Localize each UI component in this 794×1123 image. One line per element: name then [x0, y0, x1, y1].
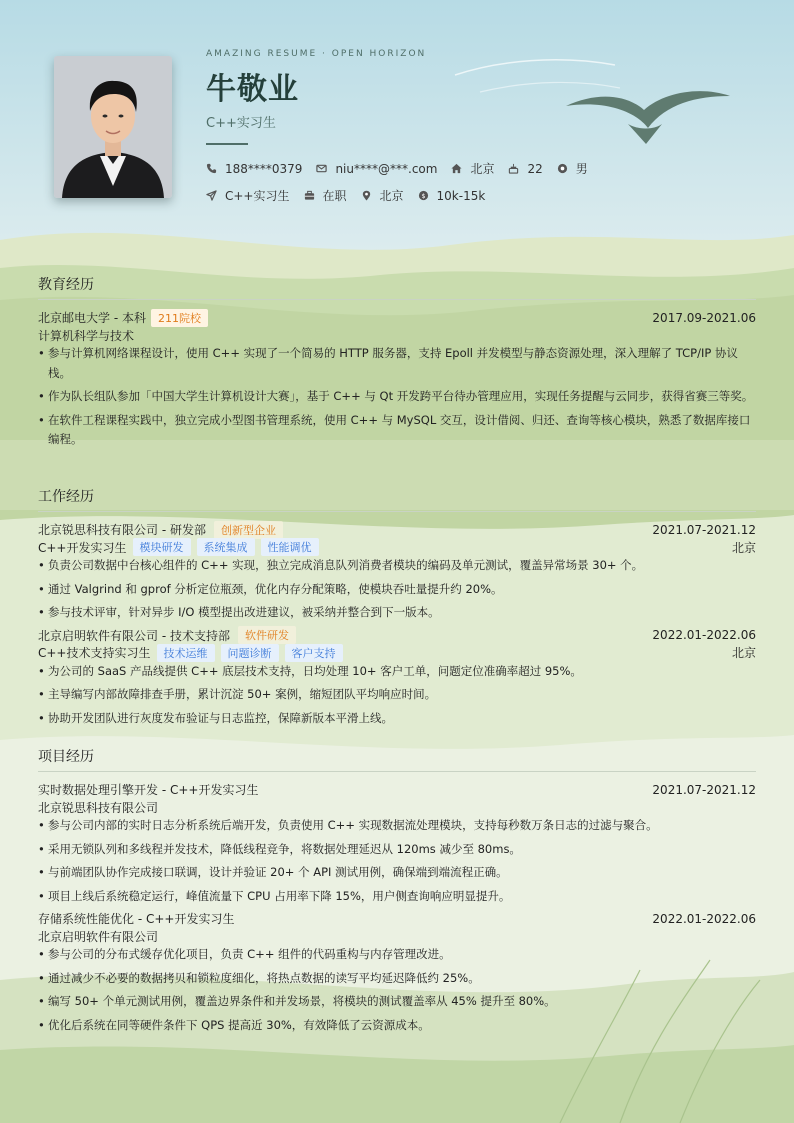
list-item: • 优化后系统在同等硬件条件下 QPS 提高近 30%，有效降低了云资源成本。: [38, 1016, 756, 1036]
skill-tag: 模块研发: [133, 538, 191, 556]
list-item: • 在软件工程课程实践中，独立完成小型图书管理系统，使用 C++ 与 MySQL 交互，设计借阅、归还、查询等核心模块，熟悉了数据库接口编程。: [38, 411, 756, 450]
projects-section: [38, 746, 756, 1039]
work-position-row: [38, 538, 756, 556]
svg-text:$: $: [420, 191, 426, 200]
project-name: 存储系统性能优化 - C++开发实习生: [38, 912, 235, 926]
company-tag: 软件研发: [238, 626, 296, 644]
list-item: • 参与技术评审，针对异步 I/O 模型提出改进建议，被采纳并整合到下一版本。: [38, 603, 756, 623]
project-entry-header: [38, 781, 756, 798]
work-date: 2022.01-2022.06: [652, 628, 756, 642]
info-email: niu****@***.com: [316, 162, 437, 176]
list-item: • 主导编写内部故障排查手册，累计沉淀 50+ 案例，缩短团队平均响应时间。: [38, 685, 756, 705]
project-company: 北京启明软件有限公司: [38, 929, 159, 944]
profile-photo: [54, 56, 172, 198]
list-item: • 协助开发团队进行灰度发布验证与日志监控，保障新版本平滑上线。: [38, 709, 756, 729]
list-item: • 编写 50+ 个单元测试用例，覆盖边界条件和并发场景，将模块的测试覆盖率从 45% 提升至 80%。: [38, 992, 756, 1012]
candidate-name: 牛敬业: [206, 72, 299, 107]
info-salary: $ 10k-15k: [418, 189, 486, 203]
avatar: [54, 56, 172, 198]
candidate-role: C++实习生: [206, 116, 276, 131]
list-item: • 负责公司数据中台核心组件的 C++ 实现，独立完成消息队列消费者模块的编码及单元测试，覆盖异常场景 30+ 个。: [38, 556, 756, 576]
header-divider: [206, 143, 248, 145]
list-item: • 为公司的 SaaS 产品线提供 C++ 底层技术支持，日均处理 10+ 客户工单，问题定位准确率超过 95%。: [38, 662, 756, 682]
job-intention-row: [206, 187, 499, 204]
project-name: 实时数据处理引擎开发 - C++开发实习生: [38, 783, 259, 797]
skill-tag: 技术运维: [157, 644, 215, 662]
work-date: 2021.07-2021.12: [652, 522, 756, 537]
briefcase-icon: [304, 190, 315, 201]
project-date: 2021.07-2021.12: [652, 782, 756, 797]
info-target-role: C++实习生: [206, 187, 290, 204]
work-bullets: [38, 662, 756, 729]
work-city: 北京: [731, 646, 756, 660]
company-name: 北京锐思科技有限公司 - 研发部: [38, 523, 206, 537]
phone-icon: [206, 163, 217, 174]
gender-icon: [557, 163, 568, 174]
project-company: 北京锐思科技有限公司: [38, 800, 159, 815]
brand-tagline: AMAZING RESUME · OPEN HORIZON: [206, 49, 427, 59]
education-major-row: [38, 326, 756, 344]
home-icon: [451, 163, 462, 174]
major: 计算机科学与技术: [38, 328, 135, 343]
education-title: 教育经历: [38, 274, 756, 300]
skill-tag: 问题诊断: [221, 644, 279, 662]
contact-row: [206, 160, 602, 177]
list-item: • 项目上线后系统稳定运行，峰值流量下 CPU 占用率下降 15%，用户侧查询响应明显提升。: [38, 887, 756, 907]
list-item: • 参与公司内部的实时日志分析系统后端开发，负责使用 C++ 实现数据流处理模块，支持每秒数万条日志的过滤与聚合。: [38, 816, 756, 836]
company-tag: 创新型企业: [214, 521, 283, 539]
project-entry-header: [38, 910, 756, 927]
school-tag: 211院校: [151, 309, 208, 327]
projects-title: 项目经历: [38, 746, 756, 772]
list-item: • 通过 Valgrind 和 gprof 分析定位瓶颈，优化内存分配策略，使模块吞吐量提升约 20%。: [38, 580, 756, 600]
project-date: 2022.01-2022.06: [652, 911, 756, 926]
info-age: 22: [508, 162, 542, 176]
skill-tag: 客户支持: [285, 644, 343, 662]
list-item: • 参与计算机网络课程设计，使用 C++ 实现了一个简易的 HTTP 服务器，支持 Epoll 并发模型与静态资源处理，深入理解了 TCP/IP 协议栈。: [38, 344, 756, 383]
salary-icon: [418, 190, 429, 201]
mail-icon: [316, 163, 327, 174]
position: C++开发实习生: [38, 540, 127, 555]
bird-logo-icon: [566, 84, 732, 146]
work-entry-header: [38, 521, 756, 538]
project-bullets: [38, 945, 756, 1035]
cake-icon: [508, 163, 519, 174]
work-bullets: [38, 556, 756, 623]
list-item: • 参与公司的分布式缓存优化项目，负责 C++ 组件的代码重构与内存管理改进。: [38, 945, 756, 965]
project-company-row: [38, 798, 756, 816]
company-name: 北京启明软件有限公司 - 技术支持部: [38, 628, 230, 643]
work-position-row: [38, 644, 756, 662]
project-company-row: [38, 927, 756, 945]
info-phone: 188****0379: [206, 162, 302, 176]
skill-tag: 系统集成: [197, 538, 255, 556]
skill-tag: 性能调优: [261, 538, 319, 556]
education-bullets: [38, 344, 756, 450]
send-icon: [206, 190, 217, 201]
work-section: [38, 486, 756, 732]
list-item: • 作为队长组队参加「中国大学生计算机设计大赛」，基于 C++ 与 Qt 开发跨平台待办管理应用，实现任务提醒与云同步，获得省赛三等奖。: [38, 387, 756, 407]
work-title: 工作经历: [38, 486, 756, 512]
position: C++技术支持实习生: [38, 646, 151, 660]
school-name: 北京邮电大学 - 本科: [38, 311, 146, 325]
work-city: 北京: [731, 540, 756, 555]
list-item: • 与前端团队协作完成接口联调，设计并验证 20+ 个 API 测试用例，确保端到端流程正确。: [38, 863, 756, 883]
education-entry-header: [38, 309, 756, 326]
list-item: • 通过减少不必要的数据拷贝和锁粒度细化，将热点数据的读写平均延迟降低约 25%。: [38, 969, 756, 989]
project-bullets: [38, 816, 756, 906]
work-entry-header: [38, 627, 756, 644]
info-status: 在职: [304, 187, 347, 204]
info-gender: 男: [557, 160, 588, 177]
info-target-city: 北京: [361, 187, 404, 204]
location-icon: [361, 190, 372, 201]
info-home: 北京: [451, 160, 494, 177]
education-section: [38, 274, 756, 454]
education-date: 2017.09-2021.06: [652, 310, 756, 325]
list-item: • 采用无锁队列和多线程并发技术，降低线程竞争，将数据处理延迟从 120ms 减少至 80ms。: [38, 840, 756, 860]
